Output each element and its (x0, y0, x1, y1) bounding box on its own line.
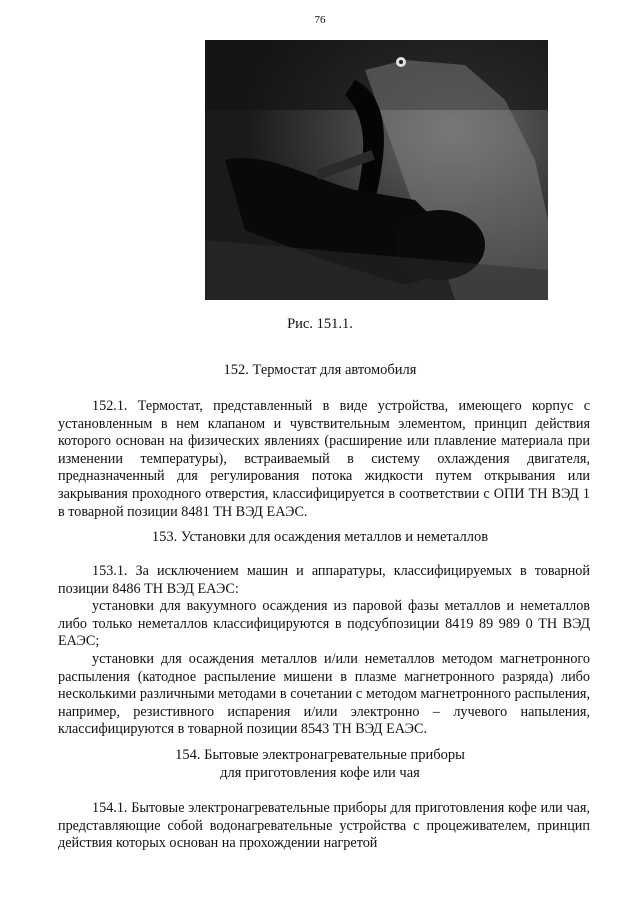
section-154-heading-line1: 154. Бытовые электронагревательные приборы (175, 747, 465, 763)
section-153-body (58, 563, 590, 739)
paragraph-152-1: 152.1. Термостат, представленный в виде устройства, имеющего корпус с установленным в нем клапаном и чувствительным элементом, принцип действия которого основан на физических явлениях (расширение или плавление материала при изменении температуры), встраиваемый в систему охлаждения двигателя, предназначенный для регулирования потока жидкости путем открывания или закрывания проходного отверстия, классифицируется в соответствии с ОПИ ТН ВЭД 1 в товарной позиции 8481 ТН ВЭД ЕАЭС. (58, 398, 590, 520)
figure-caption: Рис. 151.1. (287, 316, 353, 332)
section-152-body (58, 398, 590, 521)
section-152-heading: 152. Термостат для автомобиля (223, 362, 417, 378)
thermostat-photo (205, 40, 548, 300)
paragraph-153-1: 153.1. За исключением машин и аппаратуры, классифицируемых в товарной позиции 8486 ТН ВЭД ЕАЭС: (58, 563, 590, 597)
paragraph-154-1: 154.1. Бытовые электронагревательные приборы для приготовления кофе или чая, представляющие собой водонагревательные устройства с процеживателем, принцип действия которых основан на прохождении нагретой (58, 800, 590, 852)
thermostat-photo-graphic (205, 40, 548, 300)
paragraph-153-1-a: установки для вакуумного осаждения из паровой фазы металлов и неметаллов либо только неметаллов классифицируются в подсубпозиции 8419 89 989 0 ТН ВЭД ЕАЭС; (58, 598, 590, 650)
paragraph-153-1-b: установки для осаждения металлов и/или неметаллов методом магнетронного распыления (катодное распыление мишени в плазме магнетронного разряда) либо несколькими различными методами в сочетании с методом магнетронного распыления, например, резистивного испарения и/или электронно – лучевого напыления, классифицируются в товарной позиции 8543 ТН ВЭД ЕАЭС. (58, 650, 590, 738)
section-153-heading: 153. Установки для осаждения металлов и неметаллов (151, 529, 489, 545)
page-number: 76 (314, 14, 326, 26)
section-154-body (58, 800, 590, 853)
section-154-heading-line2: для приготовления кофе или чая (220, 765, 420, 781)
